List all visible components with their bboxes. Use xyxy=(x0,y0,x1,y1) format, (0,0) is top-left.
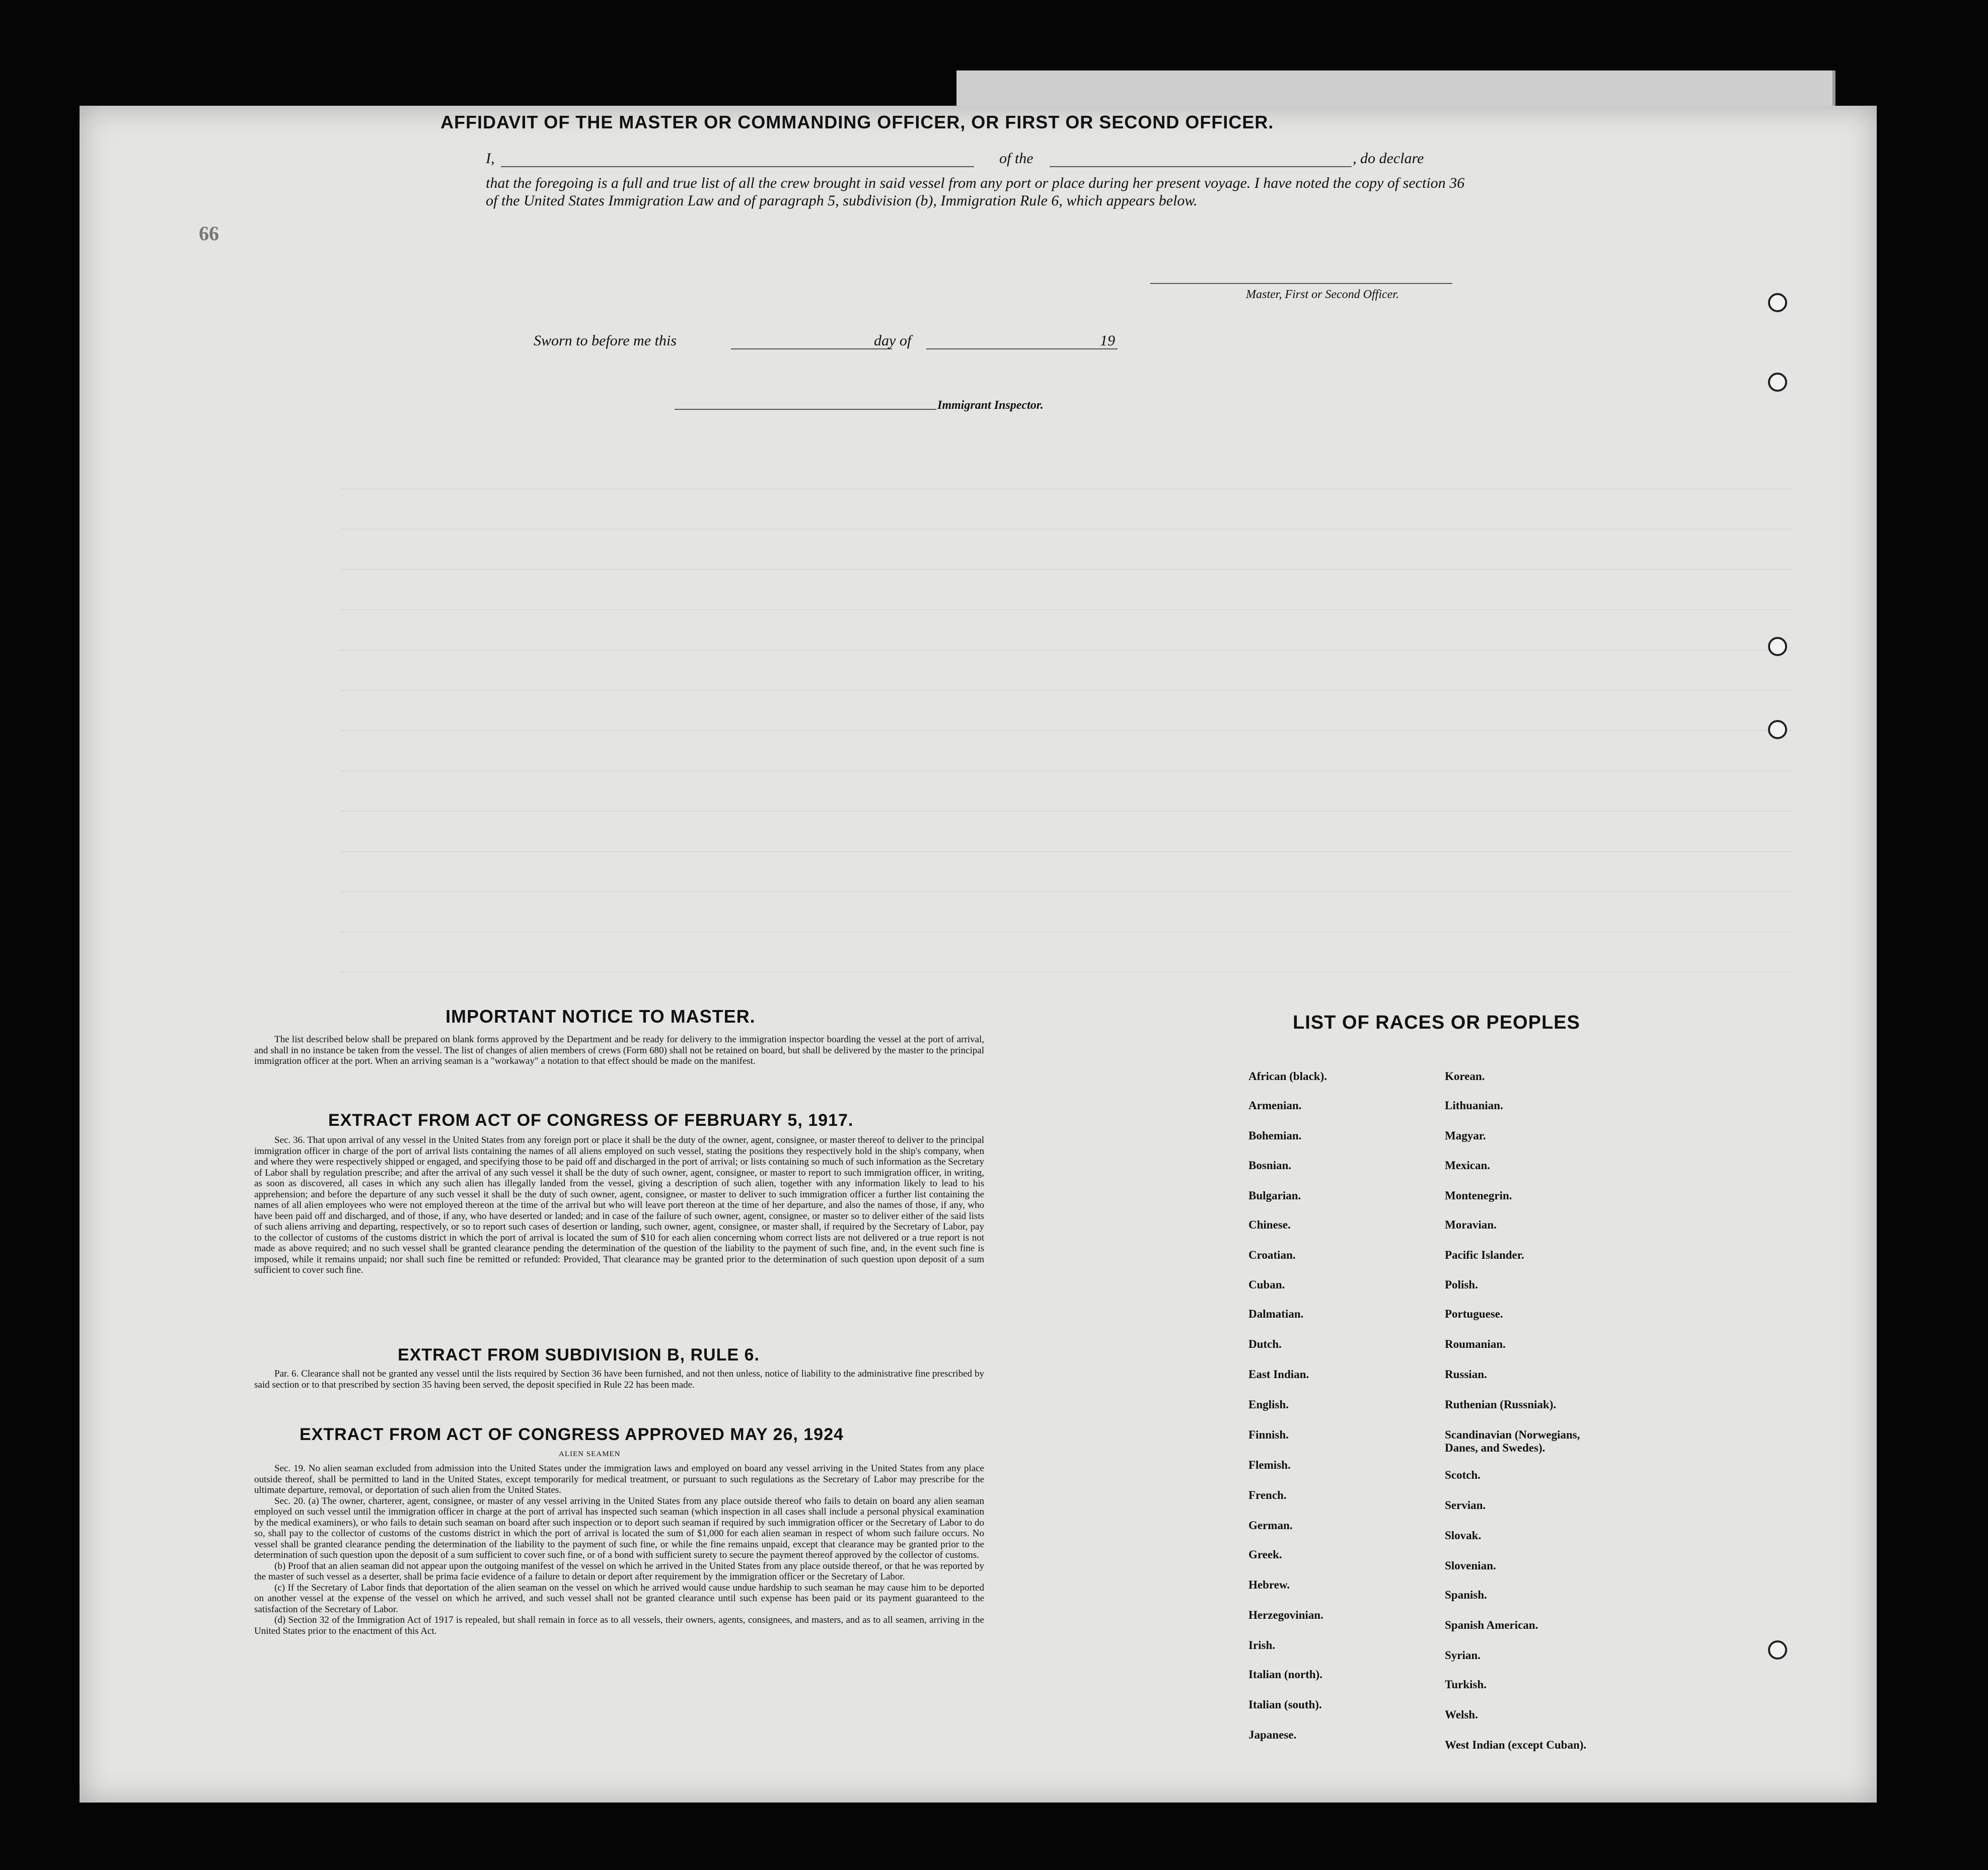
sworn-prefix: Sworn to before me this xyxy=(534,332,677,349)
sworn-line xyxy=(534,332,1138,354)
race-right: Russian. xyxy=(1445,1368,1487,1381)
race-left: French. xyxy=(1248,1489,1287,1501)
act-1924-body xyxy=(254,1463,984,1636)
page-number: 66 xyxy=(199,222,219,245)
race-right: Magyar. xyxy=(1445,1129,1486,1142)
race-right: Turkish. xyxy=(1445,1678,1487,1691)
race-left: Bosnian. xyxy=(1248,1159,1292,1172)
binder-hole xyxy=(1768,637,1787,656)
race-left: Finnish. xyxy=(1248,1428,1289,1441)
signature-line xyxy=(1150,283,1452,284)
act-1924-sec20c: (c) If the Secretary of Labor finds that deportation of the alien seaman on the vessel on which he arrived would cause undue hardship to such seaman he may cause him to be deported on another vessel at the expense of the vessel on which he arrived, and such vessel shall not be granted clearance until such expense has been paid or its payment guaranteed to the satisfaction of the Secretary of Labor. xyxy=(254,1582,984,1615)
race-left: Dalmatian. xyxy=(1248,1308,1304,1320)
act-1924-sec20d: (d) Section 32 of the Immigration Act of 1917 is repealed, but shall remain in force as to all vessels, their owners, agents, consignees, and masters, and as to all seamen, arriving in the United States prior to the enactment of this Act. xyxy=(254,1615,984,1636)
binder-hole xyxy=(1768,293,1787,312)
inspector-signature-line xyxy=(675,409,936,410)
race-right: Mexican. xyxy=(1445,1159,1491,1172)
race-right: Syrian. xyxy=(1445,1649,1481,1662)
race-right: Spanish. xyxy=(1445,1589,1487,1601)
race-left: Japanese. xyxy=(1248,1729,1297,1741)
vessel-blank xyxy=(1050,166,1352,167)
act-1924-sec19: Sec. 19. No alien seaman excluded from admission into the United States under the immigration laws and employed on board any vessel arriving in the United States from any place outside thereof, shall be permitted to land in the United States, except temporarily for medical treatment, or pursuant to such regulations as the Secretary of Labor may prescribe for the ultimate departure, removal, or deportation of such alien from the United States. xyxy=(254,1463,984,1495)
race-left: Cuban. xyxy=(1248,1278,1285,1291)
sworn-day-of: day of xyxy=(874,332,912,349)
race-left: Greek. xyxy=(1248,1548,1282,1561)
signature-label: Master, First or Second Officer. xyxy=(1246,288,1399,301)
race-right: Welsh. xyxy=(1445,1708,1478,1721)
race-right: Lithuanian. xyxy=(1445,1099,1503,1112)
notice-title: IMPORTANT NOTICE TO MASTER. xyxy=(446,1006,756,1027)
race-right: West Indian (except Cuban). xyxy=(1445,1739,1587,1751)
race-left: Dutch. xyxy=(1248,1338,1282,1350)
race-left: Croatian. xyxy=(1248,1249,1296,1261)
race-left: African (black). xyxy=(1248,1070,1327,1083)
race-right: Spanish American. xyxy=(1445,1619,1538,1631)
affidavit-title: AFFIDAVIT OF THE MASTER OR COMMANDING OFFICER, OR FIRST OR SECOND OFFICER. xyxy=(440,112,1274,132)
races-title: LIST OF RACES OR PEOPLES xyxy=(1293,1012,1580,1033)
sworn-year: 19 xyxy=(1100,332,1115,349)
race-left: Armenian. xyxy=(1248,1099,1302,1112)
race-right: Pacific Islander. xyxy=(1445,1249,1524,1261)
declaration-of-the: of the xyxy=(999,150,1034,167)
inspector-label: Immigrant Inspector. xyxy=(937,399,1044,412)
race-right: Slovak. xyxy=(1445,1529,1482,1542)
sworn-date-blank xyxy=(731,348,892,349)
binder-hole xyxy=(1768,373,1787,392)
race-right: Slovenian. xyxy=(1445,1559,1496,1572)
race-right: Montenegrin. xyxy=(1445,1189,1512,1202)
act-1924-sec20b: (b) Proof that an alien seaman did not appear upon the outgoing manifest of the vessel on which he arrived in the United States from any place outside thereof, or that he was reported by the master of such vessel as a deserter, shall be prima facie evidence of a failure to detain or deport after requirement by the immigration officer or the Secretary of Labor. xyxy=(254,1560,984,1582)
race-left: Hebrew. xyxy=(1248,1578,1290,1591)
act-1924-subtitle: ALIEN SEAMEN xyxy=(559,1450,621,1458)
race-left: East Indian. xyxy=(1248,1368,1309,1381)
race-left: Bohemian. xyxy=(1248,1129,1302,1142)
binder-hole xyxy=(1768,1640,1787,1660)
race-left: English. xyxy=(1248,1398,1289,1411)
race-right: Portuguese. xyxy=(1445,1308,1503,1320)
notice-body: The list described below shall be prepared on blank forms approved by the Department and be ready for delivery to the immigration inspector boarding the vessel at the port of arrival, and shall in no instance be taken from the vessel. The list of changes of alien members of crews (Form 680) shall not be retained on board, but shall be delivered by the master to the principal immigration officer at the port. When an arriving seaman is a "workaway" a notation to that effect should be made on the manifest. xyxy=(254,1034,984,1066)
declaration-text: that the foregoing is a full and true list of all the crew brought in said vessel from any port or place during her present voyage. I have noted the copy of section 36 of the United States Immigration Law and of paragraph 5, subdivision (b), Immigration Rule 6, which appears below. xyxy=(486,175,1465,209)
declaration-i: I, xyxy=(486,150,495,167)
race-left: Italian (north). xyxy=(1248,1668,1322,1681)
race-left: Italian (south). xyxy=(1248,1698,1322,1711)
rule6-body: Par. 6. Clearance shall not be granted any vessel until the lists required by Section 36 have been furnished, and not then unless, notice of liability to the administrative fine prescribed by said section or to that prescribed by section 35 having been served, the deposit specified in Rule 22 has been made. xyxy=(254,1369,984,1390)
act-1917-body: Sec. 36. That upon arrival of any vessel in the United States from any foreign port or place it shall be the duty of the owner, agent, consignee, or master thereof to deliver to the principal immigration officer in charge of the port of arrival lists containing the names of all aliens employed on such vessel, stating the positions they respectively hold in the ship's company, when and where they were respectively shipped or engaged, and specifying those to be paid off and discharged in the port of arrival; or lists containing so much of such information as the Secretary of Labor shall by regulation prescribe; and after the arrival of any such vessel it shall be the duty of such owner, agent, consignee, or master to report to such immigration officer, in writing, as soon as discovered, all cases in which any such alien has illegally landed from the vessel, giving a description of such alien, together with any information likely to lead to his apprehension; and before the departure of any such vessel it shall be the duty of such owner, agent, consignee, or master to deliver to such immigration officer a further list containing the names of all alien employees who were not employed thereon at the time of the arrival but who will leave port thereon at the time of her departure, and also the names of those, if any, who have been paid off and discharged, and of those, if any, who have deserted or landed; and in case of the failure of such owner, agent, consignee, or master so to deliver either of the said lists of such aliens arriving and departing, respectively, or so to report such cases of desertion or landing, such owner, agent, consignee, or master shall, if required by the Secretary of Labor, pay to the collector of customs of the customs district in which the port of arrival is located the sum of $10 for each alien concerning whom correct lists are not delivered or a true report is not made as above required; and no such vessel shall be granted clearance pending the determination of the question of the liability to the payment of such fine, and, in the event such fine is imposed, while it remains unpaid; nor shall such fine be remitted or refunded: Provided, That clearance may be granted prior to the determination of such question upon deposit of a sum sufficient to cover such fine. xyxy=(254,1135,984,1275)
race-right: Polish. xyxy=(1445,1278,1478,1291)
race-left: Irish. xyxy=(1248,1639,1276,1651)
race-right: Scotch. xyxy=(1445,1469,1481,1481)
race-right: Scandinavian (Norwegians, Danes, and Swedes). xyxy=(1445,1428,1580,1454)
declaration-line xyxy=(486,150,1472,172)
declaration-do-declare: , do declare xyxy=(1353,150,1424,167)
act-1924-sec20a: Sec. 20. (a) The owner, charterer, agent, consignee, or master of any vessel arriving in the United States from any place outside thereof who fails to detain on board any alien seaman employed on such vessel until the immigration officer in charge at the port of arrival has inspected such seaman (which inspection in all cases shall include a personal physical examination by the medical examiners), or who fails to detain such seaman on board after such inspection or to deport such seaman if required by such immigration officer or the Secretary of Labor to do so, shall pay to the collector of customs of the customs district in which the port of arrival is located the sum of $1,000 for each alien seaman in respect of whom such failure occurs. No vessel shall be granted clearance pending the determination of the liability to the payment of such fine, or while the fine remains unpaid, except that clearance may be granted prior to the determination of such question upon the deposit of a sum sufficient to cover such fine, or of a bond with sufficient surety to secure the payment thereof approved by the collector of customs. xyxy=(254,1495,984,1560)
race-right: Korean. xyxy=(1445,1070,1485,1083)
race-left: Herzegovinian. xyxy=(1248,1609,1323,1621)
act-1924-title: EXTRACT FROM ACT OF CONGRESS APPROVED MAY 26, 1924 xyxy=(300,1425,844,1444)
race-left: Flemish. xyxy=(1248,1459,1291,1471)
race-right: Roumanian. xyxy=(1445,1338,1506,1350)
race-right: Moravian. xyxy=(1445,1218,1497,1231)
binder-hole xyxy=(1768,720,1787,739)
rule6-title: EXTRACT FROM SUBDIVISION B, RULE 6. xyxy=(398,1345,760,1364)
name-blank xyxy=(501,166,974,167)
race-left: Bulgarian. xyxy=(1248,1189,1301,1202)
race-right: Servian. xyxy=(1445,1499,1486,1512)
race-left: German. xyxy=(1248,1519,1293,1532)
act-1917-title: EXTRACT FROM ACT OF CONGRESS OF FEBRUARY 5, 1917. xyxy=(328,1111,854,1130)
race-right: Ruthenian (Russniak). xyxy=(1445,1398,1557,1411)
sworn-month-blank xyxy=(926,348,1118,349)
race-left: Chinese. xyxy=(1248,1218,1291,1231)
